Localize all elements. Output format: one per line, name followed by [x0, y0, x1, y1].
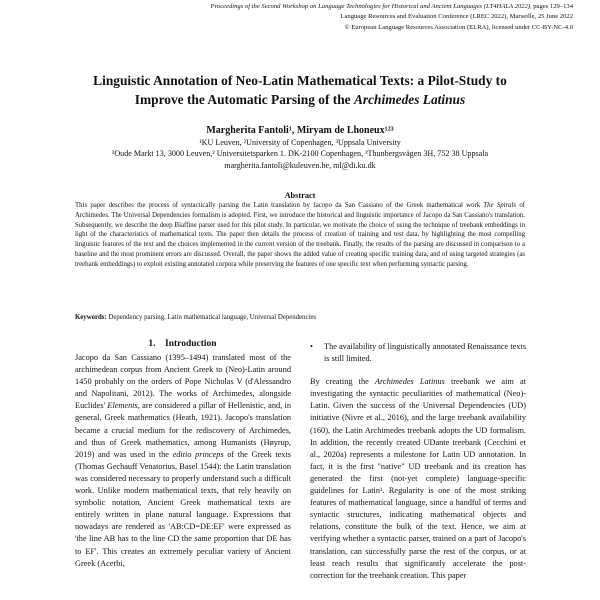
affiliation-line-2: ¹Oude Markt 13, 3000 Leuven,² Universitetsparken 1. DK-2100 Copenhagen, ³Thunbergsvägen 3H, 752 38 Uppsala: [111, 149, 489, 159]
author-emails: margherita.fantoli@kuleuven.be, ml@di.ku.dk: [224, 160, 376, 170]
affiliation-line-1: ¹KU Leuven, ²University of Copenhagen, ³Uppsala University: [199, 138, 401, 147]
left-column-text: Jacopo da San Cassiano (1395–1494) translated most of the archimedean corpus from Ancient Greek to (Neo)-Latin around 1450 probably on the orders of Pope Nicholas V (d'Alessandro and Napolitani, 2012). The works of Archimedes, alongside Euclides' Elements, are considered a pillar of Hellenistic, and, in general, Greek mathematics (Heath, 1921). Jacopo's translation became a crucial medium for the rediscovery of Archimedes, and thus of Greek mathematics, among Humanists (Høyrup, 2019) and was used in the editio princeps of the Greek texts (Thomas Gechauff Venatorius, Basel 1544): the Latin translation was considered necessary to properly understand such a difficult work. Unlike modern mathematical texts, that rely heavily on symbolic notation, Ancient Greek mathematical texts are entirely written in plane natural language. Expressions that nowadays are rendered as 'AB:CD=DE:EF' were expressed as 'the line AB has to the line CD the same proportion that DE has to EF'. This creates an extremely peculiar variety of Ancient Greek (Acerbi,: [75, 353, 291, 568]
keywords-text: Dependency parsing, Latin mathematical language, Universal Dependencies: [106, 314, 317, 321]
header-line-1: Proceedings of the Second Workshop on Language Technologies for Historical and Ancient Languages (LT4HALA 2022), pages 129–134: [210, 3, 573, 10]
bullet-text: The availability of linguistically annotated Renaissance texts is still limited.: [324, 342, 526, 364]
section-heading: [75, 339, 290, 349]
paper-title: [20, 71, 580, 109]
title-line-1: Linguistic Annotation of Neo-Latin Mathematical Texts: a Pilot-Study to: [93, 73, 507, 88]
keywords: [75, 314, 525, 321]
section-number: 1.: [148, 339, 156, 349]
bullet-mark: •: [310, 342, 313, 351]
proceedings-header: [13, 2, 573, 33]
affiliations: [20, 137, 580, 171]
bullet-item: [310, 341, 526, 365]
keywords-label: Keywords:: [75, 314, 107, 321]
abstract-heading: Abstract: [284, 191, 316, 200]
abstract-text: This paper describes the process of syntactically parsing the Latin translation by Jacopo da San Cassiano of the Greek mathematical work The Spirals of Archimedes. The Universal Dependencies formalism is adopted. First, we introduce the historical and linguistic importance of Jacopo da San Cassiano's translation. Subsequently, we describe the deep Biaffine parser used for this pilot study. In particular, we motivate the choice of using the technique of treebank embeddings in light of the characteristics of mathematical texts. The paper then details the process of creation of training and test data, by highlighting the most compelling linguistic features of the text and the choices implemented in the current version of the treebank. Finally, the results of the parsing are discussed in comparison to a baseline and the most prominent errors are discussed. Overall, the paper shows the added value of creating specific training data, and of using targeted strategies (as treebank embeddings) to exploit existing annotated corpora while preserving the features of one specific text when performing syntactic parsing.: [75, 202, 525, 268]
section-title: Introduction: [165, 339, 217, 349]
header-line-3: © European Language Resources Association (ELRA), licensed under CC-BY-NC-4.0: [344, 23, 573, 31]
right-column-paragraph: By creating the Archimedes Latinus treebank we aim at investigating the syntactic peculiarities of mathematical (Neo)-Latin. Given the success of the Universal Dependencies (UD) initiative (Nivre et al., 2016), and the large treebank availability (160), the Latin Archimedes treebank adopts the UD formalism. In addition, the recently created UDante treebank (Cecchini et al., 2020a) represents a milestone for Latin UD annotation. In fact, it is the first "native" UD treebank and its creation has generated the first (not-yet complete) language-specific guidelines for Latin¹. Regularity is one of the most striking features of mathematical language, since a handful of terms and syntactic structures, indicating mathematical objects and relations, constitute the bulk of the text. Hence, we aim at verifying whether a syntactic parser, trained on a part of Jacopo's translation, can successfully parse the rest of the corpus, or at least reach results that significantly accelerate the post-correction for the treebank creation. This paper: [310, 377, 526, 580]
title-line-2: Improve the Automatic Parsing of the Archimedes Latinus: [134, 92, 466, 107]
right-column: [310, 341, 526, 582]
authors: Margherita Fantoli¹, Miryam de Lhoneux¹²³: [206, 125, 394, 136]
header-line-2: Language Resources and Evaluation Conference (LREC 2022), Marseille, 25 June 2022: [340, 13, 573, 21]
